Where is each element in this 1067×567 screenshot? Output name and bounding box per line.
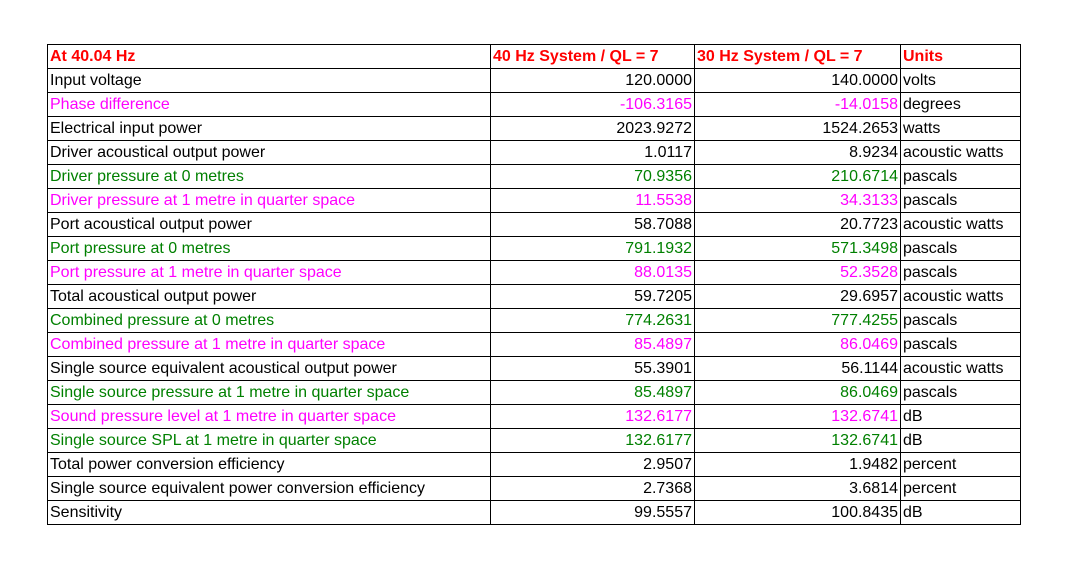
value-40hz-cell[interactable]: 132.6177	[491, 429, 695, 453]
row-label-cell[interactable]: Sensitivity	[48, 501, 491, 525]
value-40hz-cell[interactable]: 58.7088	[491, 213, 695, 237]
row-label-cell[interactable]: Driver pressure at 0 metres	[48, 165, 491, 189]
units-cell[interactable]: pascals	[901, 237, 1021, 261]
units-cell[interactable]: degrees	[901, 93, 1021, 117]
table-row	[48, 69, 1021, 93]
table-row	[48, 189, 1021, 213]
table-row	[48, 477, 1021, 501]
value-30hz-cell[interactable]: 132.6741	[695, 405, 901, 429]
row-label-cell[interactable]: Single source pressure at 1 metre in quarter space	[48, 381, 491, 405]
row-label-cell[interactable]: Port pressure at 0 metres	[48, 237, 491, 261]
units-cell[interactable]: pascals	[901, 261, 1021, 285]
row-label-cell[interactable]: Combined pressure at 1 metre in quarter space	[48, 333, 491, 357]
units-cell[interactable]: pascals	[901, 309, 1021, 333]
table-row	[48, 309, 1021, 333]
units-cell[interactable]: pascals	[901, 333, 1021, 357]
value-40hz-cell[interactable]: 791.1932	[491, 237, 695, 261]
header-row	[48, 45, 1021, 69]
table-row	[48, 405, 1021, 429]
value-40hz-cell[interactable]: -106.3165	[491, 93, 695, 117]
table-row	[48, 285, 1021, 309]
value-40hz-cell[interactable]: 120.0000	[491, 69, 695, 93]
value-40hz-cell[interactable]: 99.5557	[491, 501, 695, 525]
table-row	[48, 165, 1021, 189]
table-row	[48, 93, 1021, 117]
header-frequency-cell[interactable]: At 40.04 Hz	[48, 45, 491, 69]
units-cell[interactable]: acoustic watts	[901, 285, 1021, 309]
value-30hz-cell[interactable]: 100.8435	[695, 501, 901, 525]
value-30hz-cell[interactable]: 86.0469	[695, 333, 901, 357]
table-row	[48, 237, 1021, 261]
units-cell[interactable]: percent	[901, 453, 1021, 477]
value-30hz-cell[interactable]: 1.9482	[695, 453, 901, 477]
units-cell[interactable]: dB	[901, 429, 1021, 453]
value-30hz-cell[interactable]: 29.6957	[695, 285, 901, 309]
table-body	[48, 69, 1021, 525]
units-cell[interactable]: acoustic watts	[901, 213, 1021, 237]
value-40hz-cell[interactable]: 88.0135	[491, 261, 695, 285]
table-row	[48, 381, 1021, 405]
value-30hz-cell[interactable]: -14.0158	[695, 93, 901, 117]
row-label-cell[interactable]: Driver pressure at 1 metre in quarter space	[48, 189, 491, 213]
table-row	[48, 429, 1021, 453]
value-30hz-cell[interactable]: 777.4255	[695, 309, 901, 333]
row-label-cell[interactable]: Total power conversion efficiency	[48, 453, 491, 477]
value-30hz-cell[interactable]: 1524.2653	[695, 117, 901, 141]
value-30hz-cell[interactable]: 571.3498	[695, 237, 901, 261]
units-cell[interactable]: acoustic watts	[901, 141, 1021, 165]
row-label-cell[interactable]: Single source equivalent acoustical output power	[48, 357, 491, 381]
table-row	[48, 117, 1021, 141]
value-30hz-cell[interactable]: 20.7723	[695, 213, 901, 237]
table-row	[48, 141, 1021, 165]
value-30hz-cell[interactable]: 56.1144	[695, 357, 901, 381]
header-40hz-cell[interactable]: 40 Hz System / QL = 7	[491, 45, 695, 69]
value-40hz-cell[interactable]: 11.5538	[491, 189, 695, 213]
value-40hz-cell[interactable]: 70.9356	[491, 165, 695, 189]
results-table	[47, 44, 1021, 525]
value-40hz-cell[interactable]: 59.7205	[491, 285, 695, 309]
units-cell[interactable]: pascals	[901, 381, 1021, 405]
row-label-cell[interactable]: Input voltage	[48, 69, 491, 93]
row-label-cell[interactable]: Port pressure at 1 metre in quarter space	[48, 261, 491, 285]
units-cell[interactable]: dB	[901, 501, 1021, 525]
header-30hz-cell[interactable]: 30 Hz System / QL = 7	[695, 45, 901, 69]
table-row	[48, 261, 1021, 285]
table-row	[48, 501, 1021, 525]
value-40hz-cell[interactable]: 132.6177	[491, 405, 695, 429]
row-label-cell[interactable]: Total acoustical output power	[48, 285, 491, 309]
value-40hz-cell[interactable]: 774.2631	[491, 309, 695, 333]
table-row	[48, 453, 1021, 477]
value-30hz-cell[interactable]: 52.3528	[695, 261, 901, 285]
row-label-cell[interactable]: Combined pressure at 0 metres	[48, 309, 491, 333]
value-30hz-cell[interactable]: 34.3133	[695, 189, 901, 213]
row-label-cell[interactable]: Electrical input power	[48, 117, 491, 141]
row-label-cell[interactable]: Phase difference	[48, 93, 491, 117]
units-cell[interactable]: volts	[901, 69, 1021, 93]
row-label-cell[interactable]: Port acoustical output power	[48, 213, 491, 237]
table-row	[48, 357, 1021, 381]
value-30hz-cell[interactable]: 210.6714	[695, 165, 901, 189]
value-30hz-cell[interactable]: 8.9234	[695, 141, 901, 165]
row-label-cell[interactable]: Single source equivalent power conversion efficiency	[48, 477, 491, 501]
value-40hz-cell[interactable]: 85.4897	[491, 333, 695, 357]
units-cell[interactable]: dB	[901, 405, 1021, 429]
table-row	[48, 213, 1021, 237]
header-units-cell[interactable]: Units	[901, 45, 1021, 69]
value-30hz-cell[interactable]: 86.0469	[695, 381, 901, 405]
units-cell[interactable]: pascals	[901, 189, 1021, 213]
value-40hz-cell[interactable]: 85.4897	[491, 381, 695, 405]
value-40hz-cell[interactable]: 2023.9272	[491, 117, 695, 141]
row-label-cell[interactable]: Sound pressure level at 1 metre in quarter space	[48, 405, 491, 429]
units-cell[interactable]: acoustic watts	[901, 357, 1021, 381]
table-row	[48, 333, 1021, 357]
units-cell[interactable]: percent	[901, 477, 1021, 501]
value-30hz-cell[interactable]: 132.6741	[695, 429, 901, 453]
units-cell[interactable]: watts	[901, 117, 1021, 141]
row-label-cell[interactable]: Driver acoustical output power	[48, 141, 491, 165]
row-label-cell[interactable]: Single source SPL at 1 metre in quarter space	[48, 429, 491, 453]
units-cell[interactable]: pascals	[901, 165, 1021, 189]
value-40hz-cell[interactable]: 1.0117	[491, 141, 695, 165]
value-40hz-cell[interactable]: 2.7368	[491, 477, 695, 501]
value-40hz-cell[interactable]: 2.9507	[491, 453, 695, 477]
value-30hz-cell[interactable]: 140.0000	[695, 69, 901, 93]
value-30hz-cell[interactable]: 3.6814	[695, 477, 901, 501]
value-40hz-cell[interactable]: 55.3901	[491, 357, 695, 381]
